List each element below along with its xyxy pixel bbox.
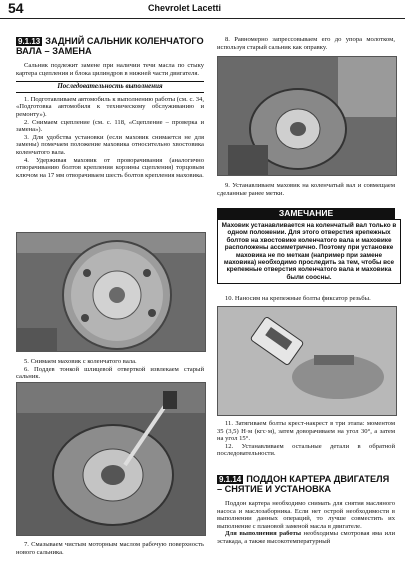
section-badge: 9.1.13 — [18, 37, 41, 46]
section-title — [16, 36, 204, 56]
intro-paragraph: Сальник подлежит замене при наличии течи масла по стыку картера сцепления и блока цилиндров в нижней части двигателя. — [16, 62, 204, 77]
procedure-heading: Последовательность выполнения — [16, 81, 204, 93]
left-column-top — [16, 36, 204, 179]
step-5: 5. Снимаем маховик с коленчатого вала. — [24, 358, 137, 365]
left-column-bottom — [16, 541, 204, 556]
step-7: 7. Смазываем чистым моторным маслом рабочую поверхность нового сальника. — [16, 541, 204, 556]
step-9: 9. Устанавливаем маховик на коленчатый вал и совмещаем сделанные ранее метки. — [217, 182, 395, 197]
section-2-title — [217, 474, 395, 494]
steps-11-12-block — [217, 420, 395, 458]
step-8: 8. Равномерно запрессовываем его до упора молотком, используя старый сальник как оправку. — [217, 36, 395, 51]
photo-seal-removal — [16, 382, 206, 536]
section-2 — [217, 474, 395, 546]
section-2-text-2-rest: необходимы смотровая яма или эстакада, а также высокотемпературный — [217, 530, 395, 545]
photo-seal-press — [217, 56, 397, 176]
book-title: Chevrolet Lacetti — [148, 3, 222, 13]
section-2-text-2 — [217, 530, 395, 545]
step-2: 2. Снимаем сцепление (см. с. 118, «Сцепление – проверка и замена»). — [16, 118, 204, 134]
step-9-block — [217, 182, 395, 197]
section-2-text-1: Поддон картера необходимо снимать для снятия масляного насоса и маслозаборника. Если нет острой необходимости в выполнении данных операций, то лучше совместить их выполнение с плановой заменой масла в двигателе. — [217, 500, 395, 530]
step-4: 4. Удерживая маховик от проворачивания (аналогично отворачиванию болтов крепления корзины сцепления) торцовым ключом на 17 мм отворачиваем шесть болтов крепления маховика. — [16, 156, 204, 179]
section-title-text: ЗАДНИЙ САЛЬНИК КОЛЕНЧАТОГО ВАЛА – ЗАМЕНА — [16, 36, 204, 56]
step-11: 11. Затягиваем болты крест-накрест в три этапа: моментом 35 (3,5) Н·м (кгс·м), затем доворачиваем на угол 30°, а затем на угол 15°. — [217, 420, 395, 443]
photo-thread-locker — [217, 306, 397, 416]
step-12: 12. Устанавливаем остальные детали в обратной последовательности. — [217, 442, 395, 458]
page-number: 54 — [8, 0, 24, 16]
step-10-block — [217, 295, 395, 303]
photo-flywheel — [16, 232, 206, 352]
step-1: 1. Подготавливаем автомобиль к выполнению работы (см. с. 34, «Подготовка автомобиля к техническому обслуживанию и ремонту»). — [16, 95, 204, 118]
section-2-title-text: ПОДДОН КАРТЕРА ДВИГАТЕЛЯ – СНЯТИЕ И УСТАНОВКА — [217, 474, 390, 494]
section-2-text-2-bold: Для выполнения работы — [225, 530, 301, 538]
note-title: ЗАМЕЧАНИЕ — [217, 208, 395, 219]
step-6: 6. Поддев тонкой шлицевой отверткой извлекаем старый сальник. — [16, 365, 204, 381]
section-2-badge: 9.1.14 — [219, 475, 242, 484]
left-column-middle — [16, 358, 204, 381]
right-column-top — [217, 36, 395, 51]
note-box: Маховик устанавливается на коленчатый вал только в одном положении. Для этого отверстия крепежных болтов на хвостовике коленчатого вала и маховике расположены ассиметрично. Поэтому при установке маховика не по меткам (например при замене маховика) необходимо проследить за тем, чтобы все крепежные отверстия коленчатого вала и маховика были соосны. — [217, 219, 401, 284]
step-10: 10. Наносим на крепежные болты фиксатор резьбы. — [225, 295, 371, 302]
step-3: 3. Для удобства установки (если маховик снимается не для замены) помечаем положение маховика относительно хвостовика коленчатого вала. — [16, 133, 204, 156]
page-header — [0, 0, 405, 19]
